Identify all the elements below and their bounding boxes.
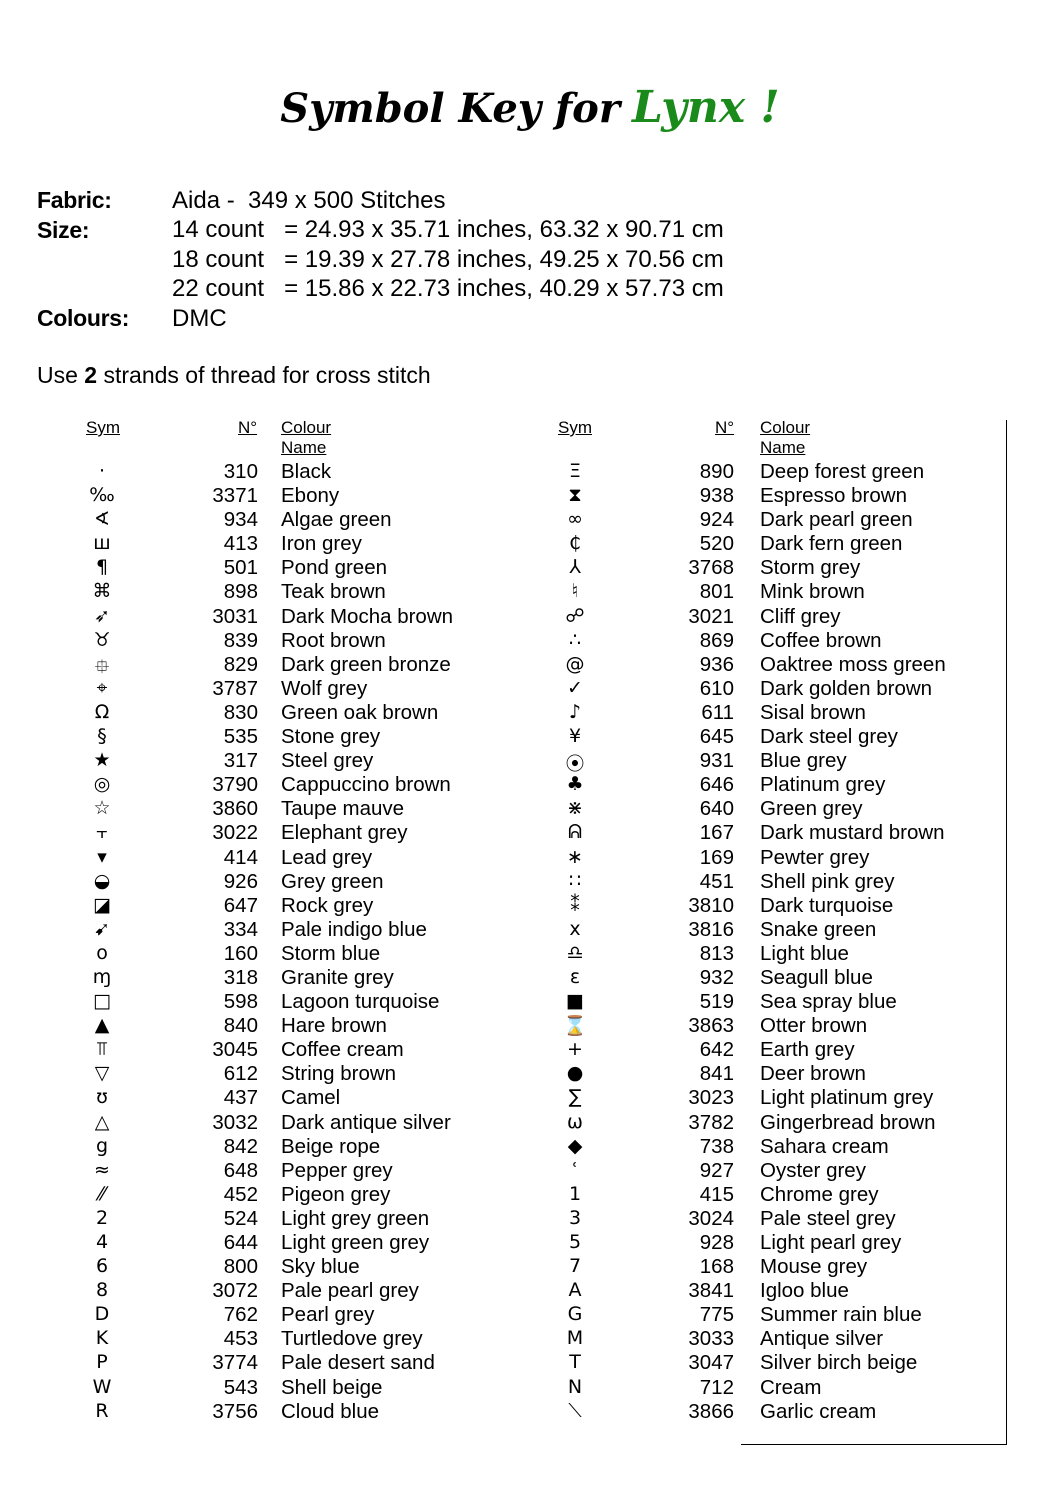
dmc-number: 168 [699, 1255, 734, 1279]
stitch-symbol: ⟍ [568, 1399, 582, 1422]
info-value: DMC [172, 304, 227, 332]
info-row [37, 275, 724, 305]
dmc-number: 829 [223, 652, 258, 676]
colour-name: Pale pearl grey [281, 1279, 419, 1303]
stitch-symbol: ⁑ [570, 893, 580, 916]
stitch-symbol: G [567, 1303, 583, 1326]
dmc-number: 869 [699, 628, 734, 652]
colour-name: Pale indigo blue [281, 917, 427, 941]
colour-name: Deep forest green [760, 460, 925, 483]
colour-name: Pewter grey [760, 845, 870, 869]
stitch-symbol: ♣ [566, 773, 584, 796]
stitch-symbol: ‰ [89, 484, 115, 507]
stitch-symbol: A [568, 1279, 582, 1302]
dmc-number: 648 [223, 1158, 258, 1182]
colour-name: Cloud blue [281, 1399, 380, 1423]
info-label: Size: [37, 216, 90, 243]
colour-name: Dark golden brown [760, 676, 933, 700]
strands-count: 2 [84, 362, 98, 388]
dmc-number: 3033 [688, 1327, 734, 1351]
stitch-symbol: o [96, 941, 108, 964]
colour-name: Igloo blue [760, 1279, 849, 1303]
dmc-number: 310 [223, 460, 258, 483]
colour-name: Summer rain blue [760, 1303, 922, 1327]
colour-name: Shell pink grey [760, 869, 895, 893]
stitch-symbol: R [95, 1399, 109, 1422]
stitch-symbol: ◒ [93, 869, 111, 892]
dmc-number: 3787 [212, 676, 258, 700]
dmc-number: 415 [699, 1182, 734, 1206]
stitch-symbol: Ξ [568, 460, 581, 482]
stitch-symbol: ∢ [94, 508, 110, 531]
colour-name: Storm grey [760, 556, 861, 580]
stitch-symbol: ʊ [96, 1086, 108, 1109]
dmc-number: 839 [223, 628, 258, 652]
dmc-number: 3024 [688, 1206, 734, 1230]
colour-name: Espresso brown [760, 484, 907, 508]
dmc-number: 169 [699, 845, 734, 869]
stitch-symbol: ⌘ [92, 580, 112, 603]
colour-name: Dark antique silver [281, 1110, 451, 1134]
info-row [37, 186, 724, 216]
colour-name: Deer brown [760, 1062, 866, 1086]
header-number: N° [715, 418, 735, 437]
colour-name: Oaktree moss green [760, 652, 946, 676]
colour-name: Lagoon turquoise [281, 990, 440, 1014]
stitch-symbol: ■ [566, 990, 584, 1013]
colour-name: Dark fern green [760, 532, 903, 556]
stitch-symbol: ♮ [571, 580, 579, 603]
stitch-symbol: M [566, 1327, 584, 1350]
dmc-number: 3841 [688, 1279, 734, 1303]
dmc-number: 3768 [688, 556, 734, 580]
stitch-symbol: ⧗ [568, 484, 582, 507]
dmc-number: 840 [223, 1014, 258, 1038]
title-prefix: Symbol Key for [280, 85, 620, 132]
dmc-number: 451 [699, 869, 734, 893]
dmc-number: 3810 [688, 893, 734, 917]
colour-name: Light platinum grey [760, 1086, 934, 1110]
colour-name: Mouse grey [760, 1255, 868, 1279]
dmc-number: 3031 [212, 604, 258, 628]
colour-name: Green grey [760, 797, 863, 821]
dmc-number: 3032 [212, 1110, 258, 1134]
stitch-symbol: ∴ [568, 628, 582, 651]
stitch-symbol: N [567, 1375, 583, 1398]
dmc-number: 598 [223, 990, 258, 1014]
colour-name: Grey green [281, 869, 384, 893]
dmc-number: 646 [699, 773, 734, 797]
dmc-number: 931 [699, 749, 734, 773]
colour-name: Pearl grey [281, 1303, 375, 1327]
stitch-symbol: 5 [568, 1231, 582, 1253]
stitch-symbol: ♎ [566, 941, 584, 964]
fabric-info [37, 186, 724, 334]
dmc-number: 712 [699, 1375, 734, 1399]
stitch-symbol: ◆ [567, 1134, 583, 1157]
stitch-symbol: K [95, 1327, 109, 1350]
dmc-number: 938 [699, 484, 734, 508]
dmc-number: 317 [223, 749, 258, 773]
dmc-number: 640 [699, 797, 734, 821]
stitch-symbol: ⫪ [96, 1038, 108, 1061]
dmc-number: 926 [223, 869, 258, 893]
colour-name: Steel grey [281, 749, 374, 773]
stitch-symbol: □ [93, 990, 111, 1013]
dmc-number: 3021 [688, 604, 734, 628]
stitch-symbol: ➹ [94, 917, 110, 940]
stitch-symbol: ♪ [568, 700, 582, 723]
stitch-symbol: 8 [95, 1279, 109, 1302]
stitch-symbol: 7 [568, 1255, 582, 1278]
colour-name: Pale steel grey [760, 1206, 896, 1230]
dmc-number: 318 [223, 965, 258, 989]
dmc-number: 3072 [212, 1279, 258, 1303]
colour-name: Seagull blue [760, 965, 873, 989]
stitch-symbol: ⋇ [567, 797, 583, 820]
info-value: Aida - 349 x 500 Stitches [172, 186, 446, 214]
colour-name: Beige rope [281, 1134, 381, 1158]
colour-name: String brown [281, 1062, 397, 1086]
colour-name: Cliff grey [760, 604, 841, 628]
colour-name: Sisal brown [760, 700, 866, 724]
stitch-symbol: + [567, 1038, 583, 1061]
colour-name: Light green grey [281, 1231, 430, 1254]
stitch-symbol: △ [94, 1110, 110, 1133]
stitch-symbol: ᕱ [567, 821, 583, 844]
dmc-number: 934 [223, 508, 258, 532]
colour-name: Otter brown [760, 1014, 868, 1038]
colour-name: Pond green [281, 556, 388, 580]
header-number: N° [238, 418, 258, 437]
stitch-symbol: ★ [93, 749, 111, 772]
stitch-symbol: ● [566, 1062, 584, 1085]
dmc-number: 501 [223, 556, 258, 580]
stitch-symbol: ʿ [572, 1158, 578, 1181]
colour-name: Gingerbread brown [760, 1110, 936, 1134]
stitch-symbol: ◎ [93, 773, 111, 796]
dmc-number: 645 [699, 725, 734, 749]
dmc-number: 898 [223, 580, 258, 604]
stitch-symbol: W [92, 1375, 112, 1398]
colour-name: Lead grey [281, 845, 373, 869]
dmc-number: 334 [223, 917, 258, 941]
dmc-number: 813 [699, 941, 734, 965]
colour-name: Elephant grey [281, 821, 408, 845]
stitch-symbol: Ω [94, 700, 110, 723]
colour-name: Light blue [760, 941, 849, 965]
strands-instruction [37, 362, 431, 389]
stitch-symbol: ⯐ [94, 655, 110, 678]
table-frame-right [1006, 420, 1007, 1445]
colour-name: Granite grey [281, 965, 394, 989]
header-colour-name: Colour Name [281, 418, 332, 457]
colour-name: Camel [281, 1086, 341, 1110]
colour-name: Coffee brown [760, 628, 882, 652]
dmc-number: 801 [699, 580, 734, 604]
info-row [37, 245, 724, 275]
stitch-symbol: ∗ [567, 845, 583, 868]
page-title [0, 82, 1060, 133]
stitch-symbol: ▲ [94, 1014, 110, 1037]
colour-name: Dark turquoise [760, 893, 894, 917]
stitch-symbol: ▾ [97, 845, 107, 868]
dmc-number: 3790 [212, 773, 258, 797]
colour-name: Cream [760, 1375, 822, 1399]
dmc-number: 928 [699, 1231, 734, 1254]
stitch-symbol: ∷ [568, 869, 582, 892]
table-frame-bottom [741, 1444, 1007, 1445]
dmc-number: 3782 [688, 1110, 734, 1134]
colour-name: Garlic cream [760, 1399, 877, 1423]
colour-name: Silver birch beige [760, 1351, 918, 1375]
dmc-number: 3045 [212, 1038, 258, 1062]
colour-name: Antique silver [760, 1327, 884, 1351]
colour-name: Dark Mocha brown [281, 604, 454, 628]
colour-name: Green oak brown [281, 700, 439, 724]
stitch-symbol: @ [565, 652, 585, 675]
stitch-symbol: ɛ [569, 965, 581, 988]
colour-name: Sea spray blue [760, 990, 897, 1014]
stitch-symbol: ω [567, 1110, 583, 1133]
colour-name: Iron grey [281, 532, 362, 556]
dmc-number: 800 [223, 1255, 258, 1279]
dmc-number: 3371 [212, 484, 258, 508]
dmc-number: 543 [223, 1375, 258, 1399]
dmc-number: 437 [223, 1086, 258, 1110]
stitch-symbol: ⌖ [96, 676, 108, 699]
colour-name: Earth grey [760, 1038, 855, 1062]
info-value: 22 count = 15.86 x 22.73 inches, 40.29 x 57.73 cm [172, 275, 724, 303]
dmc-number: 924 [699, 508, 734, 532]
stitch-symbol: 3 [568, 1206, 582, 1229]
colour-name: Rock grey [281, 893, 374, 917]
header-sym: Sym [86, 418, 120, 437]
dmc-number: 738 [699, 1134, 734, 1158]
dmc-number: 644 [223, 1231, 258, 1254]
dmc-number: 610 [699, 676, 734, 700]
colour-name: Wolf grey [281, 676, 368, 700]
title-pattern-name: Lynx ! [631, 82, 780, 133]
dmc-number: 452 [223, 1182, 258, 1206]
colour-name: Light grey green [281, 1206, 430, 1230]
colour-name: Storm blue [281, 941, 381, 965]
stitch-symbol: · [98, 460, 106, 482]
colour-name: Coffee cream [281, 1038, 404, 1062]
stitch-symbol: ∞ [567, 508, 583, 531]
stitch-symbol: ¶ [95, 556, 109, 579]
stitch-symbol: x [569, 917, 581, 940]
colour-name: Dark green bronze [281, 652, 451, 676]
stitch-symbol: ➶ [94, 604, 110, 627]
stitch-symbol: 4 [95, 1231, 109, 1253]
info-row [37, 304, 724, 334]
stitch-symbol: ¥ [568, 725, 582, 748]
stitch-symbol: ⫟ [96, 821, 108, 844]
colour-name: Root brown [281, 628, 386, 652]
colour-name: Cappuccino brown [281, 773, 451, 797]
colour-name: Snake green [760, 917, 877, 941]
info-label: Fabric: [37, 187, 112, 214]
stitch-symbol: § [97, 725, 107, 748]
colour-name: Chrome grey [760, 1182, 879, 1206]
dmc-number: 453 [223, 1327, 258, 1351]
stitch-symbol: ₵ [568, 532, 582, 555]
colour-name: Hare brown [281, 1014, 387, 1038]
dmc-number: 3774 [212, 1351, 258, 1375]
colour-name: Dark steel grey [760, 725, 898, 749]
colour-name: Blue grey [760, 749, 847, 773]
info-value: 14 count = 24.93 x 35.71 inches, 63.32 x 90.71 cm [172, 216, 724, 244]
stitch-symbol: ⦿ [565, 753, 585, 776]
strands-pre: Use [37, 362, 85, 388]
colour-name: Dark pearl green [760, 508, 913, 532]
header-sym: Sym [558, 418, 592, 437]
colour-name: Mink brown [760, 580, 865, 604]
info-value: 18 count = 19.39 x 27.78 inches, 49.25 x 70.56 cm [172, 245, 724, 273]
stitch-symbol: g [95, 1134, 109, 1157]
colour-name: Sky blue [281, 1255, 360, 1279]
stitch-symbol: ⁄⁄ [98, 1182, 106, 1205]
dmc-number: 535 [223, 725, 258, 749]
dmc-number: 3863 [688, 1014, 734, 1038]
colour-name: Sahara cream [760, 1134, 889, 1158]
stitch-symbol: ☆ [93, 797, 111, 820]
dmc-number: 647 [223, 893, 258, 917]
colour-name: Light pearl grey [760, 1231, 902, 1254]
dmc-number: 830 [223, 700, 258, 724]
stitch-symbol: ш [93, 532, 111, 555]
stitch-symbol: ✓ [567, 676, 583, 699]
dmc-number: 3860 [212, 797, 258, 821]
info-row [37, 216, 724, 246]
dmc-number: 890 [699, 460, 734, 483]
colour-name: Oyster grey [760, 1158, 866, 1182]
dmc-number: 3022 [212, 821, 258, 845]
colour-name: Pepper grey [281, 1158, 393, 1182]
colour-name: Shell beige [281, 1375, 383, 1399]
dmc-number: 3816 [688, 917, 734, 941]
colour-name: Pale desert sand [281, 1351, 435, 1375]
dmc-number: 762 [223, 1303, 258, 1327]
dmc-number: 3756 [212, 1399, 258, 1423]
dmc-number: 841 [699, 1062, 734, 1086]
stitch-symbol: ∑ [568, 1086, 582, 1109]
header-colour-name: Colour Name [760, 418, 811, 457]
dmc-number: 3047 [688, 1351, 734, 1375]
dmc-number: 3023 [688, 1086, 734, 1110]
dmc-number: 612 [223, 1062, 258, 1086]
dmc-number: 519 [699, 990, 734, 1014]
colour-name: Turtledove grey [281, 1327, 423, 1351]
stitch-symbol: T [569, 1351, 581, 1374]
dmc-number: 611 [701, 700, 734, 724]
dmc-number: 520 [699, 532, 734, 556]
colour-name: Pigeon grey [281, 1182, 391, 1206]
stitch-symbol: P [96, 1351, 108, 1374]
dmc-number: 775 [699, 1303, 734, 1327]
stitch-symbol: 2 [95, 1206, 109, 1229]
dmc-number: 160 [223, 941, 258, 965]
stitch-symbol: ≈ [94, 1158, 110, 1181]
colour-name: Platinum grey [760, 773, 886, 797]
stitch-symbol: ⌛ [563, 1015, 587, 1038]
dmc-number: 167 [699, 821, 734, 845]
colour-name: Stone grey [281, 725, 381, 749]
strands-post: strands of thread for cross stitch [97, 362, 431, 388]
dmc-number: 936 [699, 652, 734, 676]
stitch-symbol: ɱ [92, 965, 112, 988]
stitch-symbol: ⅄ [569, 556, 581, 579]
stitch-symbol: ♉ [93, 628, 111, 651]
colour-name: Taupe mauve [281, 797, 405, 821]
stitch-symbol: 1 [568, 1182, 582, 1205]
colour-name: Teak brown [281, 580, 386, 604]
stitch-symbol: 6 [95, 1255, 109, 1278]
stitch-symbol: ☍ [565, 604, 585, 627]
dmc-number: 413 [223, 532, 258, 556]
colour-name: Ebony [281, 484, 340, 508]
colour-name: Algae green [281, 508, 392, 532]
colour-name: Black [281, 460, 332, 483]
dmc-number: 642 [699, 1038, 734, 1062]
dmc-number: 842 [223, 1134, 258, 1158]
colour-name: Dark mustard brown [760, 821, 945, 845]
stitch-symbol: ▽ [94, 1062, 110, 1085]
stitch-symbol: ◪ [93, 893, 111, 916]
dmc-number: 927 [699, 1158, 734, 1182]
dmc-number: 524 [223, 1206, 258, 1230]
dmc-number: 414 [223, 845, 258, 869]
info-label: Colours: [37, 305, 130, 332]
stitch-symbol: D [94, 1303, 110, 1326]
dmc-number: 932 [699, 965, 734, 989]
dmc-number: 3866 [688, 1399, 734, 1423]
